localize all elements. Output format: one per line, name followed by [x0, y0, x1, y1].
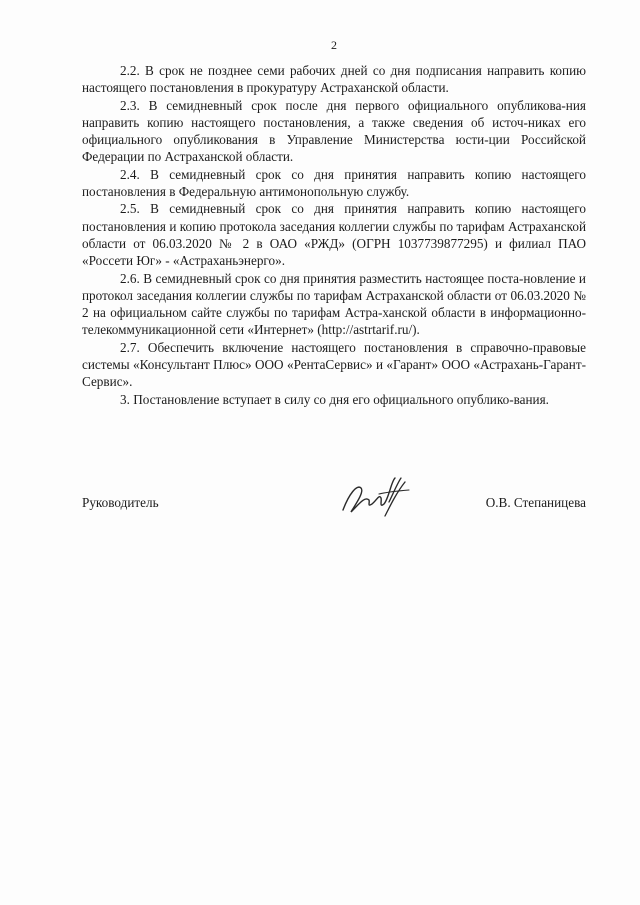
paragraph-2-6: 2.6. В семидневный срок со дня принятия разместить настоящее поста-новление и протокол заседания коллегии службы по тарифам Астраханской области от 06.03.2020 № 2 на официальном сайте службы по тарифам Астра-ханской области в информационно-телекоммуникационной сети «Интернет» (http://astrtarif.ru/).	[82, 270, 586, 338]
signatory-name: О.В. Степаницева	[485, 495, 586, 510]
paragraph-2-7: 2.7. Обеспечить включение настоящего постановления в справочно-правовые системы «Консультант Плюс» ООО «РентаСервис» и «Гарант» ООО «Астрахань-Гарант-Сервис».	[82, 339, 586, 390]
paragraph-2-3: 2.3. В семидневный срок после дня первого официального опубликова-ния направить копию настоящего постановления, а также сведения об источ-никах его официального опубликования в Управление Министерства юсти-ции Российской Федерации по Астраханской области.	[82, 97, 586, 165]
paragraph-2-5: 2.5. В семидневный срок со дня принятия направить копию настоящего постановления и копию протокола заседания коллегии службы по тарифам Астраханской области от 06.03.2020 № 2 в ОАО «РЖД» (ОГРН 1037739877295) и филиал ПАО «Россети Юг» - «Астраханьэнерго».	[82, 201, 586, 269]
signatory-title: Руководитель	[82, 495, 159, 510]
page-number: 2	[331, 38, 337, 52]
handwritten-signature-icon	[339, 474, 413, 520]
paragraph-3: 3. Постановление вступает в силу со дня его официального опублико-вания.	[120, 391, 549, 407]
paragraph-2-4: 2.4. В семидневный срок со дня принятия направить копию настоящего постановления в Федеральную антимонопольную службу.	[82, 166, 586, 200]
paragraph-2-2: 2.2. В срок не позднее семи рабочих дней со дня подписания направить копию настоящего постановления в прокуратуру Астраханской области.	[82, 63, 586, 96]
document-body	[82, 62, 586, 408]
signature-block	[82, 490, 586, 520]
